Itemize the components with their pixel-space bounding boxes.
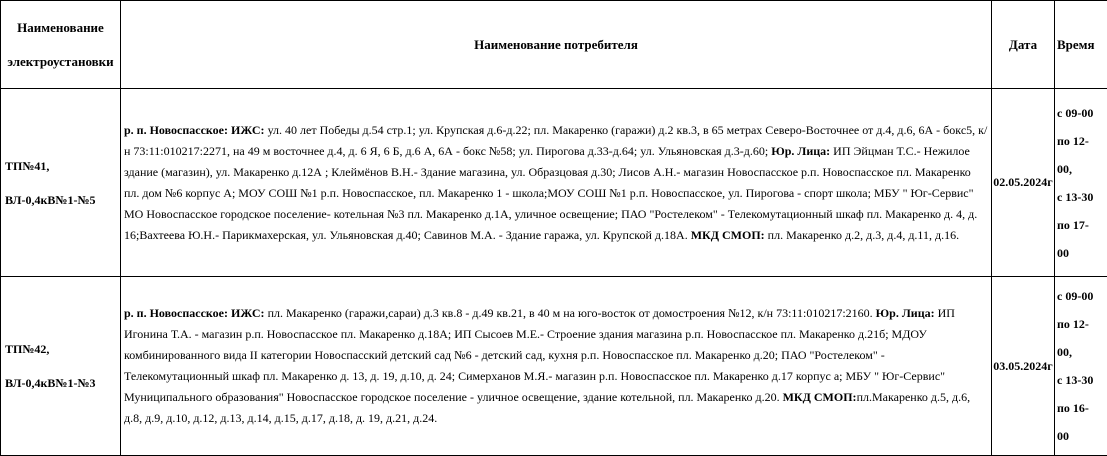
consumer-residential-text: ул. 40 лет Победы д.54 стр.1; ул. Крупская д.6-д.22; пл. Макаренко (гаражи) д.2 кв.3, в 65 метрах Северо-Восточнее от д.4, д.6, 6А - бокс5, к/н 73:11:010217:2271, на 49 м восточнее д.4, д. 6 Я, 6 Б, д.6 А, 6А - бокс №58; ул. Пирогова д.33-д.64; ул. Ульяновская д.3-д.60; xyxy=(124,123,987,158)
consumer-cell xyxy=(121,89,992,277)
table-row xyxy=(1,277,1107,456)
consumer-settlement-label: р. п. Новоспасское: ИЖС: xyxy=(124,123,265,137)
time-line: по 12- xyxy=(1057,317,1089,331)
time-line: 00 xyxy=(1057,246,1069,260)
consumer-mkd-text: пл.Макаренко д.5, д.6, д.8, д.9, д.10, д.12, д.13, д.14, д.15, д.17, д.18, д. 19, д.21, д.24. xyxy=(124,390,970,425)
consumer-legal-text: ИП Игонина Т.А. - магазин р.п. Новоспасское пл. Макаренко д.18А; ИП Сысоев М.Е.- Строение здания магазина р.п. Новоспасское пл. Макаренко д.21б; МДОУ комбинированного вида II категории Новоспасский детский сад №6 - детский сад, кухня р.п. Новоспасское пл. Макаренко д.20; ПАО "Ростелеком" - Телекомутационный шкаф пл. Макаренко д. 13, д. 19, д.10, д. 24; Симерханов М.Я.- магазин р.п. Новоспасское пл. Макаренко д.17 корпус а; МБУ " Юг-Сервис" Муниципального образования" Новоспасское городское поселение - уличное освещение, здание котельной, пл. Макаренко д.20. xyxy=(124,306,955,404)
time-cell xyxy=(1055,89,1107,277)
header-date: Дата xyxy=(992,1,1055,89)
consumer-legal-label: Юр. Лица: xyxy=(876,306,935,320)
installation-line: ВЛ-0,4кВ№1-№3 xyxy=(5,376,96,390)
header-time: Время xyxy=(1055,1,1107,89)
consumer-mkd-label: МКД СМОП: xyxy=(691,228,765,242)
time-line: по 12- xyxy=(1057,134,1089,148)
table-row xyxy=(1,89,1107,277)
installation-tp: ТП№41, xyxy=(5,159,49,173)
header-installation xyxy=(1,1,121,89)
installation-cell xyxy=(1,89,121,277)
installation-line: ВЛ-0,4кВ№1-№5 xyxy=(5,193,96,207)
installation-tp: ТП№42, xyxy=(5,342,49,356)
time-line: с 09-00 xyxy=(1057,289,1093,303)
consumer-mkd-label: МКД СМОП: xyxy=(783,390,857,404)
date-cell: 03.05.2024г xyxy=(992,277,1055,456)
consumer-cell xyxy=(121,277,992,456)
date-cell: 02.05.2024г xyxy=(992,89,1055,277)
installation-cell xyxy=(1,277,121,456)
time-line: с 13-30 xyxy=(1057,190,1093,204)
time-line: с 13-30 xyxy=(1057,373,1093,387)
header-consumer: Наименование потребителя xyxy=(121,1,992,89)
consumer-legal-text: ИП Эйцман Т.С.- Нежилое здание (магазин), ул. Макаренко д.12А ; Клеймёнов В.Н.- Здание магазина, ул. Образцовая д.30; Лисов А.Н.- магазин Новоспасское р.п. Новоспасское пл. Макаренко пл. дом №6 корпус А; МОУ СОШ №1 р.п. Новоспасское, пл. Макаренко 1 - школа;МОУ СОШ №1 р.п. Новоспасское, ул. Пирогова - спорт школа; МБУ " Юг-Сервис" МО Новоспасское городское поселение- котельная №3 пл. Макаренко д.1А, уличное освещение; ПАО "Ростелеком" - Телекомутационный шкаф пл. Макаренко д. 4, д. 16;Вахтеева Ю.Н.- Парикмахерская, ул. Ульяновская д.40; Савинов М.А. - Здание гаража, ул. Крупской д.18А. xyxy=(124,144,977,242)
time-line: 00 xyxy=(1057,429,1069,443)
time-line: по 17- xyxy=(1057,218,1089,232)
time-line: по 16- xyxy=(1057,401,1089,415)
header-row xyxy=(1,1,1107,89)
consumer-settlement-label: р. п. Новоспасское: ИЖС: xyxy=(124,306,265,320)
header-installation-line1: Наименование xyxy=(17,20,104,35)
consumer-mkd-text: пл. Макаренко д.2, д.3, д.4, д.11, д.16. xyxy=(765,228,959,242)
time-cell xyxy=(1055,277,1107,456)
consumer-legal-label: Юр. Лица: xyxy=(771,144,830,158)
consumer-residential-text: пл. Макаренко (гаражи,сараи) д.3 кв.8 - д.49 кв.21, в 40 м на юго-восток от домостроения №12, к/н 73:11:010217:2160. xyxy=(265,306,876,320)
header-installation-line2: электроустановки xyxy=(7,54,113,69)
time-line: 00, xyxy=(1057,162,1072,176)
time-line: 00, xyxy=(1057,345,1072,359)
time-line: с 09-00 xyxy=(1057,106,1093,120)
